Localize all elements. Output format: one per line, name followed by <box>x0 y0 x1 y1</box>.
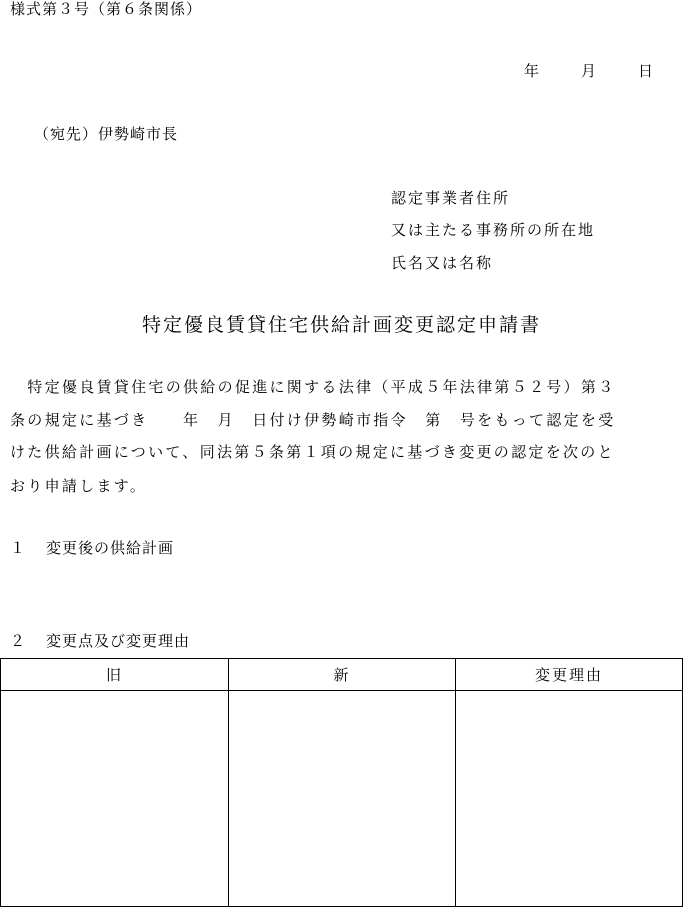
cell-reason[interactable] <box>456 691 683 907</box>
applicant-office-label: 又は主たる事務所の所在地 <box>391 221 596 239</box>
date-day-label: 日 <box>638 62 654 80</box>
table-header-row <box>1 659 683 691</box>
document-title: 特定優良賃貸住宅供給計画変更認定申請書 <box>141 314 541 336</box>
form-number: 様式第３号（第６条関係） <box>10 0 203 18</box>
body-line-4: おり申請します。 <box>10 477 148 495</box>
table-row <box>1 691 683 907</box>
applicant-address-label: 認定事業者住所 <box>391 189 511 207</box>
changes-table <box>0 658 683 907</box>
body-line-1: 特定優良賃貸住宅の供給の促進に関する法律（平成５年法律第５２号）第３ <box>10 378 616 396</box>
section-2-number: ２ <box>10 632 27 650</box>
section-1-label: 変更後の供給計画 <box>46 539 175 557</box>
applicant-name-label: 氏名又は名称 <box>391 254 494 272</box>
body-line-2: 条の規定に基づき 年 月 日付け伊勢崎市指令 第 号をもって認定を受 <box>10 411 616 429</box>
section-2-label: 変更点及び変更理由 <box>46 632 191 650</box>
section-2-heading <box>10 634 190 649</box>
column-header-old: 旧 <box>1 659 229 691</box>
column-header-reason: 変更理由 <box>456 659 683 691</box>
date-year-label: 年 <box>524 62 540 80</box>
column-header-new: 新 <box>229 659 456 691</box>
addressee: （宛先）伊勢崎市長 <box>34 125 179 143</box>
section-1-heading <box>10 541 174 556</box>
cell-new[interactable] <box>229 691 456 907</box>
date-line <box>524 64 653 79</box>
body-line-3: けた供給計画について、同法第５条第１項の規定に基づき変更の認定を次のと <box>10 443 615 461</box>
section-1-number: １ <box>10 539 27 557</box>
cell-old[interactable] <box>1 691 229 907</box>
date-month-label: 月 <box>581 62 597 80</box>
